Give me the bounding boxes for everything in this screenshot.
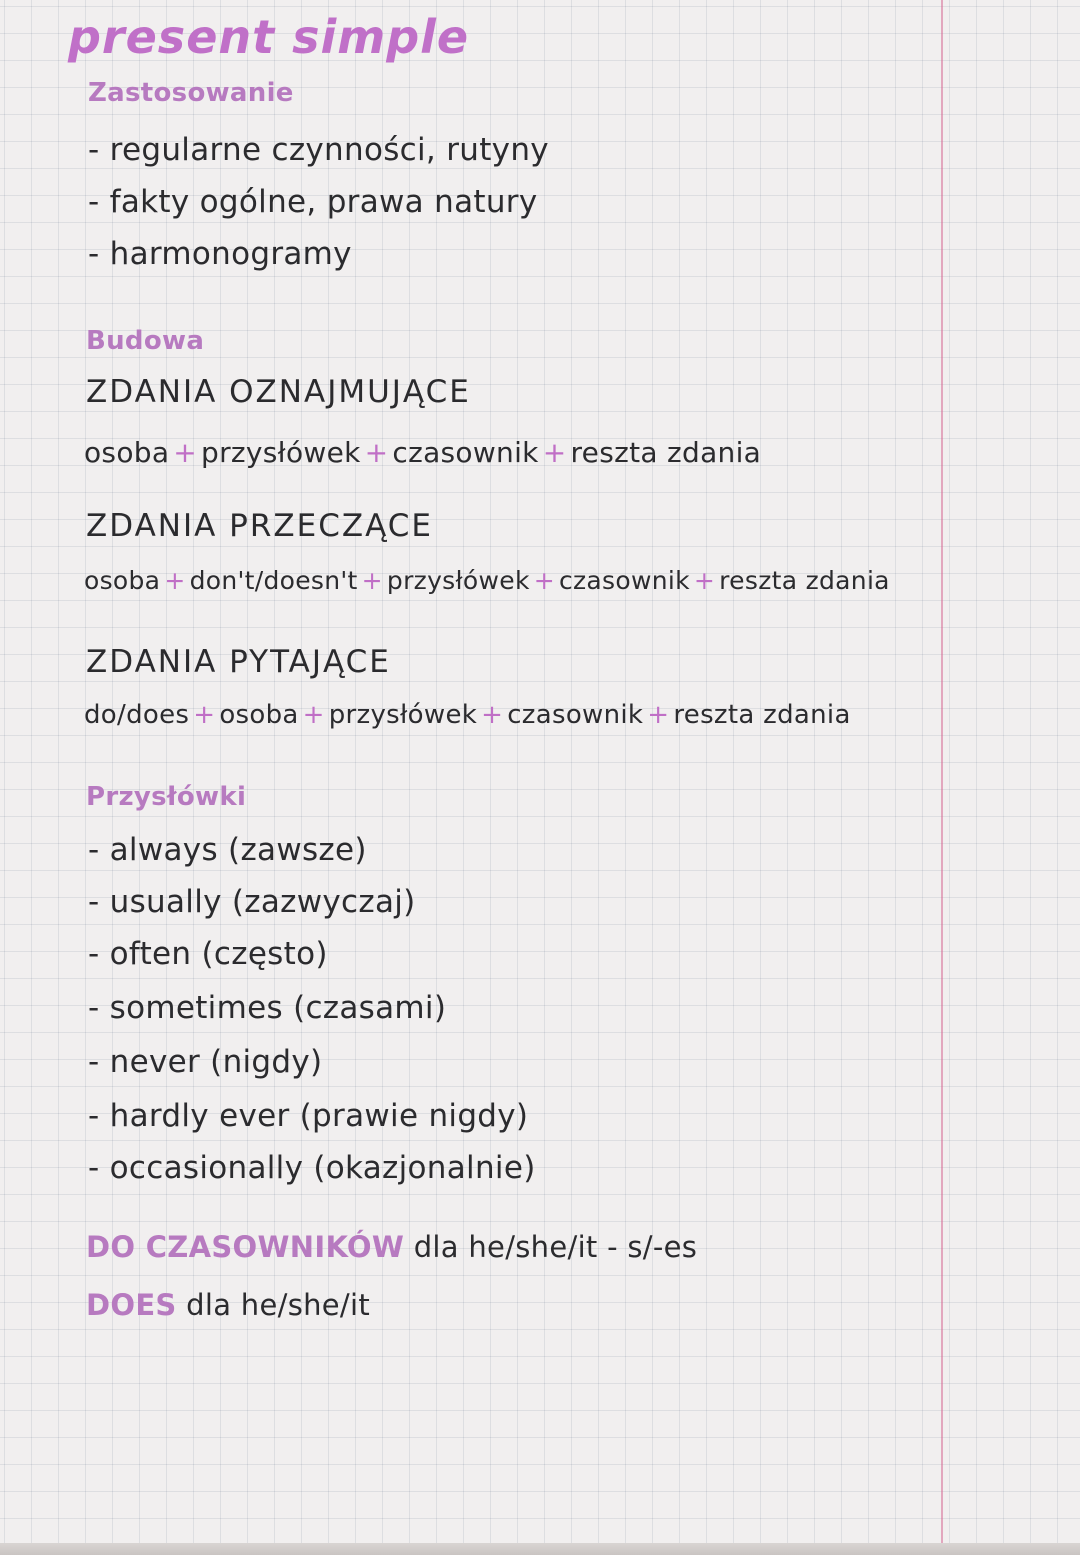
sentence-type-label: ZDANIA PYTAJĄCE: [86, 644, 391, 680]
formula-part: do/does: [84, 700, 190, 730]
formula-part: czasownik: [392, 436, 539, 469]
formula-part: czasownik: [507, 700, 644, 730]
formula-part: przysłówek: [201, 436, 361, 469]
formula-part: czasownik: [558, 566, 690, 595]
sentence-formula: osoba + don't/doesn't + przysłówek + czasownik + reszta zdania: [84, 566, 890, 595]
formula-part: osoba: [219, 700, 299, 730]
note-key: DOES: [86, 1288, 177, 1322]
formula-part: osoba: [84, 436, 170, 469]
section-heading-budowa: Budowa: [86, 326, 205, 356]
formula-part: przysłówek: [386, 566, 530, 595]
list-item: - regularne czynności, rutyny: [88, 132, 549, 168]
sentence-type-label: ZDANIA OZNAJMUJĄCE: [86, 374, 471, 410]
section-heading-przyslowki: Przysłówki: [86, 782, 247, 812]
page-title: present simple: [68, 10, 470, 64]
section-heading-zastosowanie: Zastosowanie: [88, 78, 294, 108]
sentence-type-label: ZDANIA PRZECZĄCE: [86, 508, 433, 544]
formula-part: osoba: [84, 566, 161, 595]
list-item: - often (często): [88, 936, 328, 972]
note-line: [86, 1288, 370, 1322]
list-item: - hardly ever (prawie nigdy): [88, 1098, 529, 1134]
note-text: dla he/she/it - s/-es: [413, 1230, 698, 1264]
note-text: dla he/she/it: [186, 1288, 371, 1322]
list-item: - never (nigdy): [88, 1044, 323, 1080]
sentence-formula: osoba + przysłówek + czasownik + reszta zdania: [84, 436, 762, 469]
margin-line: [941, 0, 943, 1555]
list-item: - always (zawsze): [88, 832, 367, 868]
formula-part: don't/doesn't: [189, 566, 358, 595]
note-line: [86, 1230, 697, 1264]
list-item: - harmonogramy: [88, 236, 352, 272]
list-item: - sometimes (czasami): [88, 990, 447, 1026]
formula-part: reszta zdania: [719, 566, 890, 595]
note-key: DO CZASOWNIKÓW: [86, 1230, 405, 1264]
formula-part: reszta zdania: [673, 700, 851, 730]
list-item: - occasionally (okazjonalnie): [88, 1150, 536, 1186]
list-item: - usually (zazwyczaj): [88, 884, 416, 920]
sentence-formula: do/does + osoba + przysłówek + czasownik + reszta zdania: [84, 700, 851, 730]
list-item: - fakty ogólne, prawa natury: [88, 184, 538, 220]
formula-part: przysłówek: [328, 700, 478, 730]
formula-part: reszta zdania: [570, 436, 762, 469]
